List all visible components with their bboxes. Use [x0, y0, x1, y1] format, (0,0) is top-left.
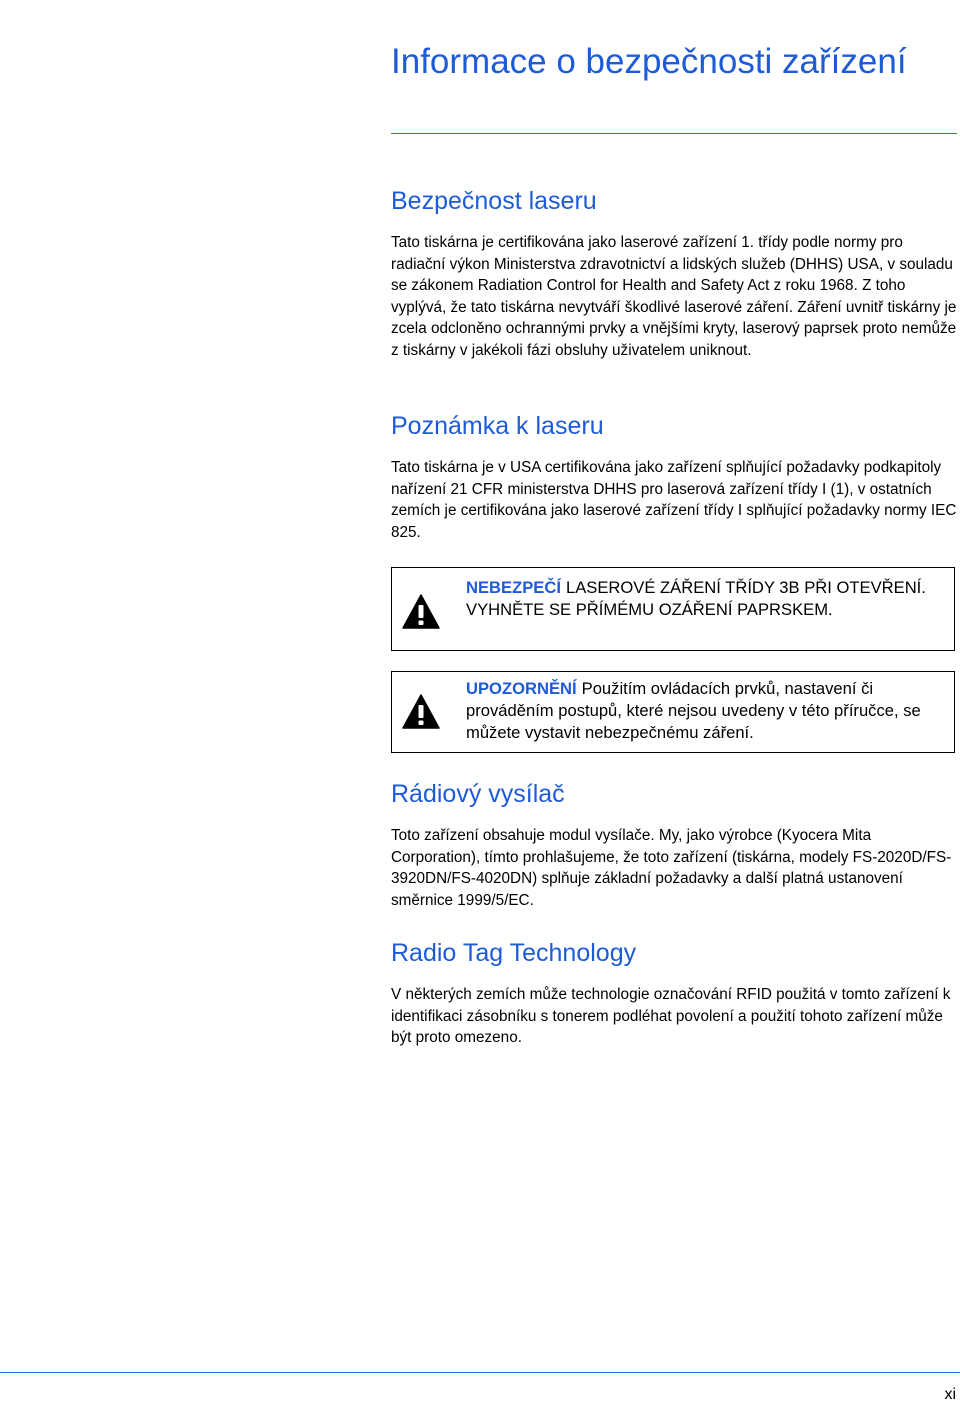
section-radio-transmitter: [391, 779, 957, 911]
danger-notice: [391, 567, 955, 651]
warning-triangle-icon: [402, 694, 440, 729]
page-number: xi: [944, 1386, 956, 1403]
section-body: Toto zařízení obsahuje modul vysílače. My, jako výrobce (Kyocera Mita Corporation), tímto prohlašujeme, že toto zařízení (tiskárna, modely FS-2020D/FS-3920DN/FS-4020DN) splňuje základní požadavky a další platná ustanovení směrnice 1999/5/EC.: [391, 827, 952, 909]
section-body: Tato tiskárna je v USA certifikována jako zařízení splňující požadavky podkapitoly nařízení 21 CFR ministerstva DHHS pro laserová zařízení třídy I (1), v ostatních zemích je certifikována jako laserové zařízení třídy I splňující požadavky normy IEC 825.: [391, 459, 957, 541]
section-radio-tag: [391, 938, 957, 1049]
notice-body: Použitím ovládacích prvků, nastavení či prováděním postupů, které nejsou uvedeny v této příručce, se můžete vystavit nebezpečnému záření.: [466, 679, 921, 742]
notice-body: LASEROVÉ ZÁŘENÍ TŘÍDY 3B PŘI OTEVŘENÍ. VYHNĚTE SE PŘÍMÉMU OZÁŘENÍ PAPRSKEM.: [466, 578, 926, 619]
footer-divider: [0, 1372, 960, 1373]
section-heading: Rádiový vysílač: [391, 780, 565, 808]
section-heading: Bezpečnost laseru: [391, 187, 597, 215]
section-body: Tato tiskárna je certifikována jako laserové zařízení 1. třídy podle normy pro radiační výkon Ministerstva zdravotnictví a lidských služeb (DHHS) USA, v souladu se zákonem Radiation Control for Health and Safety Act z roku 1968. Z toho vyplývá, že tato tiskárna nevytváří škodlivé laserové záření. Záření uvnitř tiskárny je zcela odcloněno ochrannými prvky a vnějšími kryty, laserový paprsek proto nemůže z tiskárny v jakékoli fázi obsluhy uživatelem uniknout.: [391, 234, 957, 359]
caution-notice: [391, 671, 955, 753]
title-divider: [391, 133, 957, 134]
section-body: V některých zemích může technologie označování RFID použitá v tomto zařízení k identifikaci zásobníku s tonerem podléhat povolení a použití tohoto zařízení může být proto omezeno.: [391, 986, 951, 1046]
section-heading: Poznámka k laseru: [391, 412, 604, 440]
notice-label: UPOZORNĚNÍ: [466, 679, 577, 698]
notice-text: [466, 678, 946, 744]
notice-text: [466, 577, 946, 621]
warning-triangle-icon: [402, 594, 440, 629]
section-laser-safety: [391, 186, 957, 361]
section-heading: Radio Tag Technology: [391, 939, 637, 967]
page-title: Informace o bezpečnosti zařízení: [391, 42, 907, 81]
section-laser-note: [391, 411, 957, 543]
notice-label: NEBEZPEČÍ: [466, 578, 561, 597]
